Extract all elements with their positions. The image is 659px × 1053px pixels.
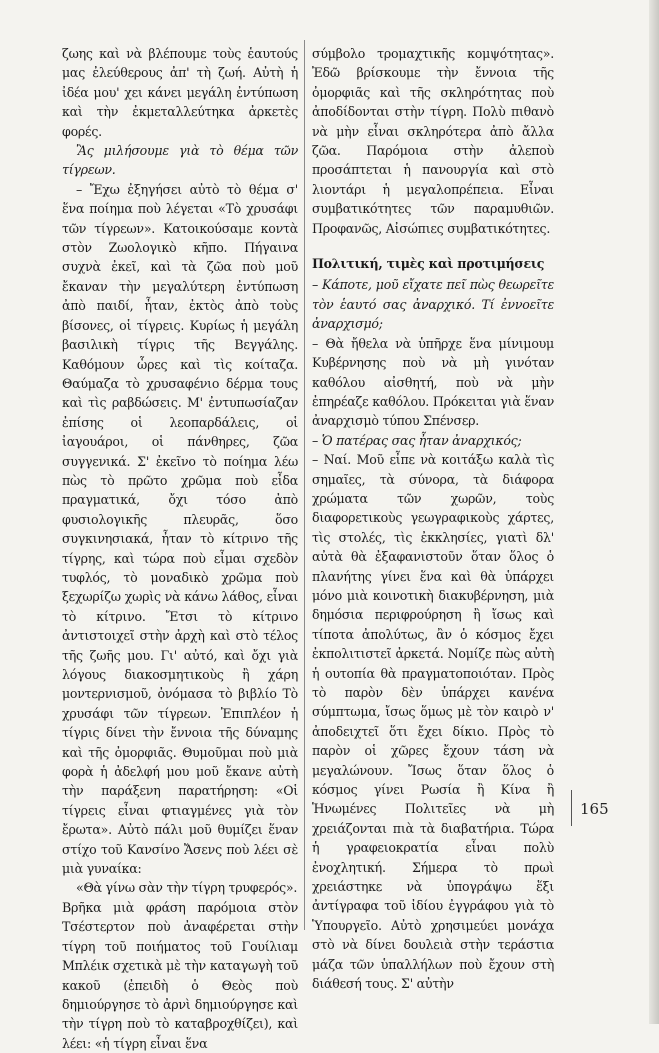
page-edge-shadow: [649, 0, 659, 1024]
page-number-rule: [571, 790, 572, 826]
section-heading: Πολιτική, τιμὲς καὶ προτιμήσεις: [312, 256, 545, 272]
paragraph: σύμβολο τρομαχτικῆς κομψότητας». Ἐδῶ βρίσκουμε τὴν ἔννοια τῆς ὀμορφιᾶς καὶ τῆς σκληρότητας ποὺ ἀποδίδονται στὴν τίγρη. Πολὺ πιθανὸ νὰ μὴν εἶναι σκληρότερα ἀπὸ ἄλλα ζῶα. Παρόμοια στὴν ἀλεποὺ προσάπτεται ἡ πανουργία καὶ στὸ λιοντάρι ἡ μεγαλοπρέπεια. Εἶναι συμβατικότητες τῶν παραμυθιῶν. Προφανῶς, Αἰσώπιες συμβατικότητες.: [312, 46, 554, 236]
paragraph: – Ναί. Μοῦ εἶπε νὰ κοιτάξω καλὰ τὶς σημαῖες, τὰ σύνορα, τὰ διάφορα χρώματα τῶν χωρῶν, τοὺς διαφορετικοὺς γεωγραφικοὺς χάρτες, τὶς στολές, τὶς ἐκκλησίες, γιατὶ δλ' αὐτὰ θὰ ἐξαφανιστοῦν ὅταν ὅλος ὁ πλανήτης γίνει ἕνα καὶ θὰ ὑπάρχει μόνο μιὰ κοινοτικὴ διακυβέρνηση, μιὰ δημόσια περιφρούρηση ἢ ἴσως καὶ τίποτα ἀπολύτως, ἂν ὁ κόσμος ἔχει ἐκπολιτιστεῖ ἀρκετά. Νομίζε πὼς αὐτὴ ἡ ουτοπία θὰ πραγματοποιόταν. Πρὸς τὸ παρὸν δὲν ὑπάρχει κανένα σύμπτωμα, ἴσως ὅμως μὲ τὸν καιρὸ ν' ἀποδειχτεῖ ὅτι ἔχει δίκιο. Πρὸς τὸ παρὸν οἱ χῶρες ἔχουν τάση νὰ μεγαλώνουν. Ἴσως ὅταν ὅλος ὁ κόσμος γίνει Ρωσία ἢ Κίνα ἢ Ἡνωμένες Πολιτεῖες νὰ μὴ χρειάζονται πιὰ τὰ διαβατήρια. Τώρα ἡ γραφειοκρατία εἶναι πολὺ ἐνοχλητική. Σήμερα τὸ πρωὶ χρειάστηκε νὰ ὑπογράψω ἕξι ἀντίγραφα τοῦ ἰδίου ἐγγράφου γιὰ τὸ Ὑπουργεῖο. Αὐτὸ χρησιμεύει μονάχα στὸ νὰ δίνει δουλειὰ στὴν τεράστια μάζα τῶν ὑπαλλήλων ποὺ ἔχουν στὴ διάθεσή τους. Σ' αὐτὴν: [312, 452, 554, 992]
paragraph: – Ἔχω ἐξηγήσει αὐτὸ τὸ θέμα σ' ἕνα ποίημα ποὺ λέγεται «Τὸ χρυσάφι τῶν τίγρεων». Κατοικούσαμε κοντὰ στὸν Ζωολογικὸ κῆπο. Πήγαινα συχνὰ ἐκεῖ, καὶ τὰ ζῶα ποὺ μοῦ ἔκαναν τὴν μεγαλύτερη ἐντύπωση ἀπὸ παιδί, ἦταν, ἐκτὸς ἀπὸ τοὺς βίσονες, οἱ τίγρεις. Κυρίως ἡ μεγάλη βασιλικὴ τίγρις τῆς Βεγγάλης. Καθόμουν ὧρες καὶ τὶς κοίταζα. Θαύμαζα τὸ χρυσαφένιο δέρμα τους καὶ τὶς ραβδώσεις. Μ' ἐντυπωσίαζαν ἐπίσης οἱ λεοπαρδάλεις, οἱ ἰαγουάροι, οἱ πάνθηρες, ζῶα συγγενικά. Σ' ἐκεῖνο τὸ ποίημα λέω πὼς τὸ πρῶτο χρῶμα ποὺ εἶδα πραγματικά, ὄχι τόσο ἀπὸ φυσιολογικῆς πλευρᾶς, ὅσο συγκινησιακά, ἦταν τὸ κίτρινο τῆς τίγρης, καὶ τώρα ποὺ εἶμαι σχεδὸν τυφλός, τὸ μοναδικὸ χρῶμα ποὺ ξεχωρίζω χωρὶς νὰ κάνω λάθος, εἶναι τὸ κίτρινο. Ἔτσι τὸ κίτρινο ἀντιστοιχεῖ στὴν ἀρχὴ καὶ στὸ τέλος τῆς ζωῆς μου. Γι' αὐτό, καὶ ὄχι γιὰ λόγους διακοσμητικοὺς ἢ χάρη μοντερνισμοῦ, ὀνόμασα τὸ βιβλίο Τὸ χρυσάφι τῶν τίγρεων. Ἐπιπλέον ἡ τίγρις δίνει τὴν ἔννοια τῆς δύναμης καὶ τῆς ὀμορφιᾶς. Θυμοῦμαι ποὺ μιὰ φορὰ ἡ ἀδελφή μου μοῦ ἔκανε αὐτὴ τὴν παράξενη παρατήρηση: «Οἱ τίγρεις εἶναι φτιαγμένες γιὰ τὸν ἔρωτα». Αὐτὸ πάλι μοῦ θυμίζει ἕναν στίχο τοῦ Κανσίνο Ἄσενς ποὺ λέει σὲ μιὰ γυναίκα:: [62, 181, 298, 877]
interview-question: – Ὁ πατέρας σας ἦταν ἀναρχικός;: [312, 432, 522, 448]
paragraph: – Θὰ ἤθελα νὰ ὑπῆρχε ἕνα μίνιμουμ Κυβέρνησης ποὺ νὰ μὴ γινόταν καθόλου αἰσθητή, ποὺ νὰ μὴν ἐπηρέαζε καθόλου. Πρόκειται γιὰ ἕναν ἀναρχισμὸ τύπου Σπένσερ.: [312, 335, 554, 429]
paragraph: ζωης καὶ νὰ βλέπουμε τοὺς ἑαυτούς μας ἐλεύθερους ἀπ' τὴ ζωή. Αὐτὴ ἡ ἰδέα μου' χει κάνει μεγάλη ἐντύπωση καὶ τὴν ἐκμεταλλεύτηκα ἀρκετὲς φορές.: [62, 46, 298, 139]
right-text-column: [312, 44, 554, 994]
paragraph: Βρῆκα μιὰ φράση παρόμοια στὸν Τσέστερτον ποὺ ἀναφέρεται στὴν τίγρη τοῦ ποιήματος τοῦ Γουίλιαμ Μπλέικ σχετικὰ μὲ τὴν καταγωγὴ τοῦ κακοῦ (ἐπειδὴ ὁ Θεὸς ποὺ δημιούργησε τὸ ἀρνὶ δημιούργησε καὶ τὴν τίγρη ποὺ τὸ καταβροχθίζει), καὶ λέει: «ἡ τίγρη εἶναι ἕνα: [62, 899, 298, 1051]
left-text-column: [62, 44, 298, 1053]
quoted-verse: «Θὰ γίνω σὰν τὴν τίγρη τρυφερός».: [76, 880, 298, 896]
page-number: 165: [580, 800, 609, 818]
column-divider: [304, 40, 305, 930]
interview-question: Ἂς μιλήσουμε γιὰ τὸ θέμα τῶν τίγρεων.: [62, 143, 298, 178]
interview-question: – Κάποτε, μοῦ εἴχατε πεῖ πὼς θεωρεῖτε τὸν ἑαυτό σας ἀναρχικό. Τί ἐννοεῖτε ἀναρχισμό;: [312, 277, 554, 332]
